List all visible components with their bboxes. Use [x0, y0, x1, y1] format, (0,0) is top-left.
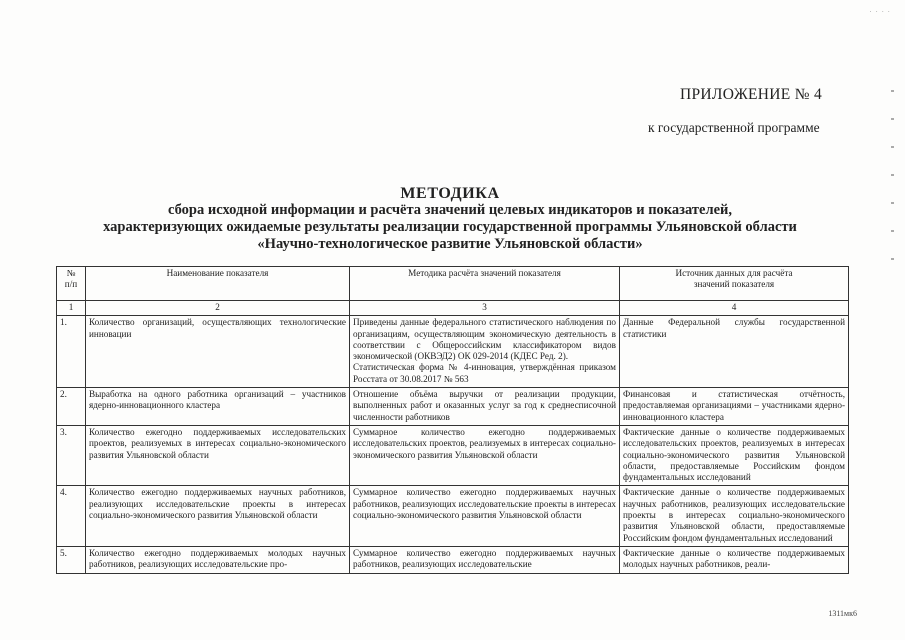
methodology-table	[56, 266, 849, 574]
document-title: МЕТОДИКА	[400, 185, 500, 202]
table-row	[57, 425, 849, 485]
indicator-name: Количество ежегодно поддерживаемых молодых научных работников, реализующих исследовательские про-	[86, 546, 350, 573]
header-num: № п/п	[57, 267, 86, 301]
indicator-name: Количество организаций, осуществляющих технологические инновации	[86, 316, 350, 388]
data-source: Фактические данные о количестве поддерживаемых научных работников, реализующих исследовательские проекты в интересах социально-экономического развития Ульяновской области, предоставляемые Российским фондом фундаментальных исследований	[620, 486, 849, 546]
calculation-method: Отношение объёма выручки от реализации продукции, выполненных работ и оказанных услуг за год к среднесписочной численности работников	[350, 388, 620, 426]
row-number: 1.	[57, 316, 86, 388]
data-source: Фактические данные о количестве поддерживаемых исследовательских проектов, реализуемых в интересах социально-экономического развития Ульяновской области, предоставляемые Российским фондом фундаментальных исследований	[620, 425, 849, 485]
column-number: 4	[620, 301, 849, 316]
table-row	[57, 316, 849, 388]
calculation-method: Приведены данные федерального статистического наблюдения по организациям, осуществляющим экономическую деятельность в соответствии с Общероссийским классификатором видов экономической (ОКВЭД2) ОК 029-2014 (КДЕС Ред. 2). Статистическая форма № 4-инновация, утверждённая приказом Росстата от 30.08.2017 № 563	[350, 316, 620, 388]
indicator-name: Количество ежегодно поддерживаемых научных работников, реализующих исследовательские проекты в интересах социально-экономического развития Ульяновской области	[86, 486, 350, 546]
column-number: 3	[350, 301, 620, 316]
table-row	[57, 486, 849, 546]
column-number: 1	[57, 301, 86, 316]
row-number: 5.	[57, 546, 86, 573]
row-number: 4.	[57, 486, 86, 546]
table-row	[57, 388, 849, 426]
calculation-method: Суммарное количество ежегодно поддерживаемых научных работников, реализующих исследовательские проекты в интересах социально-экономического развития Ульяновской области	[350, 486, 620, 546]
header-name: Наименование показателя	[86, 267, 350, 301]
indicator-name: Количество ежегодно поддерживаемых исследовательских проектов, реализуемых в интересах социально-экономического развития Ульяновской области	[86, 425, 350, 485]
indicator-name: Выработка на одного работника организаций – участников ядерно-инновационного кластера	[86, 388, 350, 426]
column-number: 2	[86, 301, 350, 316]
row-number: 2.	[57, 388, 86, 426]
document-subtitle-line: характеризующих ожидаемые результаты реализации государственной программы Ульяновской области	[103, 219, 797, 235]
appendix-title: ПРИЛОЖЕНИЕ № 4	[680, 86, 823, 103]
data-source: Данные Федеральной службы государственной статистики	[620, 316, 849, 388]
column-number-row	[57, 301, 849, 316]
footer-code: 1311мк6	[828, 609, 857, 618]
document-subtitle-line: «Научно-технологическое развитие Ульяновской области»	[257, 236, 643, 252]
document-heading	[40, 185, 860, 253]
table-row	[57, 546, 849, 573]
table-header-row	[57, 267, 849, 301]
corner-mark: · · · ·	[869, 8, 891, 16]
calculation-method: Суммарное количество ежегодно поддерживаемых научных работников, реализующих исследовательские	[350, 546, 620, 573]
document-subtitle-line: сбора исходной информации и расчёта значений целевых индикаторов и показателей,	[167, 202, 732, 218]
header-method: Методика расчёта значений показателя	[350, 267, 620, 301]
appendix-subtitle: к государственной программе	[648, 120, 820, 135]
data-source: Финансовая и статистическая отчётность, предоставляемая организациями – участниками ядерно-инновационного кластера	[620, 388, 849, 426]
margin-marks	[891, 90, 895, 286]
data-source: Фактические данные о количестве поддерживаемых молодых научных работников, реали-	[620, 546, 849, 573]
calculation-method: Суммарное количество ежегодно поддерживаемых исследовательских проектов, реализуемых в интересах социально-экономического развития Ульяновской области	[350, 425, 620, 485]
header-source: Источник данных для расчёта значений показателя	[620, 267, 849, 301]
row-number: 3.	[57, 425, 86, 485]
